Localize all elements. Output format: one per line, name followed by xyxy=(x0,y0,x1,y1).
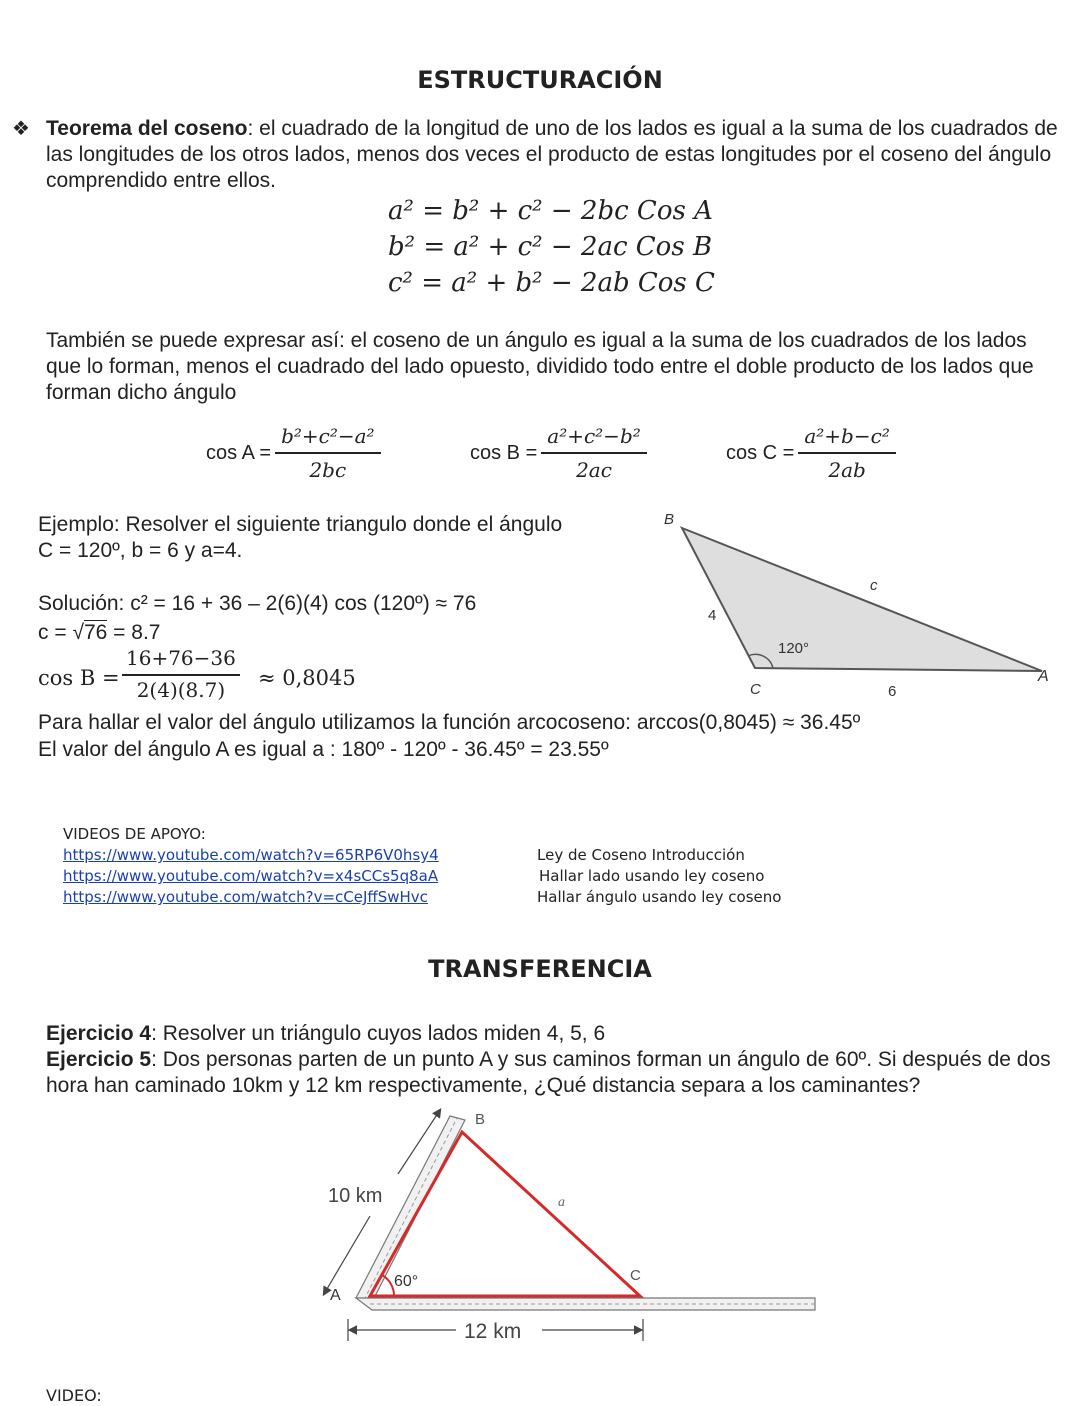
section-title-estructuracion: ESTRUCTURACIÓN xyxy=(417,66,663,94)
exercise-4-label: Ejercicio 4 xyxy=(46,1022,152,1045)
formula-a: a² = b² + c² − 2bc Cos A xyxy=(388,196,713,226)
angle-c-label: 120° xyxy=(778,640,810,657)
side-c-label: c xyxy=(870,577,878,594)
cos-c-fraction xyxy=(798,424,895,482)
cos-a-denominator: 2bc xyxy=(309,458,347,482)
theorem-text: : el cuadrado de la longitud de uno de los lados es igual a la suma de los cuadrados de las longitudes de los otros lados, menos dos veces el producto de estas longitudes por el coseno del ángulo comprendido entre ellos. xyxy=(46,117,1058,192)
cos-b-fraction xyxy=(541,424,647,482)
cos-b-example-denominator: 2(4)(8.7) xyxy=(136,678,226,702)
vertex-c-label: C xyxy=(750,681,761,698)
section-title-transferencia: TRANSFERENCIA xyxy=(428,955,652,983)
video-link-3[interactable]: https://www.youtube.com/watch?v=cCeJffSwHvc xyxy=(63,888,428,906)
cos-c-label: cos C = xyxy=(726,441,795,464)
side-a-label: 4 xyxy=(708,607,717,624)
vertex-a-label: A xyxy=(1038,668,1049,685)
sqrt-icon: √ xyxy=(72,621,84,644)
cos-b-example-label: cos B = xyxy=(38,666,120,690)
exercise-4-text: : Resolver un triángulo cuyos lados miden 4, 5, 6 xyxy=(151,1022,606,1045)
cos-b-example-numerator: 16+76−36 xyxy=(122,646,240,676)
theorem-term: Teorema del coseno xyxy=(46,117,248,140)
cos-c-denominator: 2ab xyxy=(828,458,866,482)
cos-b-example-result: ≈ 0,8045 xyxy=(258,666,356,690)
angle-a-line: El valor del ángulo A es igual a : 180º - 120º - 36.45º = 23.55º xyxy=(38,738,609,761)
example-line-1: Ejemplo: Resolver el siguiente triangulo donde el ángulo xyxy=(38,513,563,536)
side-a-label-2: a xyxy=(558,1195,565,1210)
cos-a-formula xyxy=(206,424,381,482)
exercise-4 xyxy=(46,1021,1070,1047)
cos-b-numerator: a²+c²−b² xyxy=(541,424,647,454)
cos-a-fraction xyxy=(275,424,381,482)
video-desc-3: Hallar ángulo usando ley coseno xyxy=(537,888,782,906)
bullet-icon: ❖ xyxy=(12,118,30,140)
distance-10km-label: 10 km xyxy=(328,1185,383,1207)
angle-60-label: 60° xyxy=(394,1273,419,1290)
vertex-b-label: B xyxy=(664,511,675,528)
example-line-2: C = 120º, b = 6 y a=4. xyxy=(38,539,243,562)
exercise-5-label: Ejercicio 5 xyxy=(46,1048,152,1071)
arccos-line: Para hallar el valor del ángulo utilizamos la función arcocoseno: arccos(0,8045) ≈ 36.45º xyxy=(38,711,861,734)
video-link-1[interactable]: https://www.youtube.com/watch?v=65RP6V0hsy4 xyxy=(63,846,439,864)
videos-heading: VIDEOS DE APOYO: xyxy=(63,825,206,843)
cos-a-label: cos A = xyxy=(206,441,272,464)
solution-line-1: Solución: c² = 16 + 36 – 2(6)(4) cos (120º) ≈ 76 xyxy=(38,592,477,615)
exercise-5 xyxy=(46,1047,1070,1099)
footer-video-heading: VIDEO: xyxy=(46,1386,102,1405)
cos-b-label: cos B = xyxy=(470,441,538,464)
walkers-triangle-figure xyxy=(310,1104,830,1356)
vertex-c-label-2: C xyxy=(630,1267,641,1284)
example-triangle-figure xyxy=(650,508,1060,708)
cos-b-denominator: 2ac xyxy=(576,458,612,482)
solution-c-value: = 8.7 xyxy=(107,621,161,644)
formula-c: c² = a² + b² − 2ab Cos C xyxy=(388,268,715,298)
also-paragraph: También se puede expresar así: el coseno de un ángulo es igual a la suma de los cuadrados de los lados que lo forman, menos el cuadrado del lado opuesto, dividido todo entre el doble producto de los lados que forman dicho ángulo xyxy=(46,329,1034,404)
cos-b-formula xyxy=(470,424,647,482)
cos-c-numerator: a²+b−c² xyxy=(798,424,895,454)
exercise-5-text: : Dos personas parten de un punto A y sus caminos forman un ángulo de 60º. Si después de dos hora han caminado 10km y 12 km respectivamente, ¿Qué distancia separa a los caminantes? xyxy=(46,1048,1051,1097)
formula-b: b² = a² + c² − 2ac Cos B xyxy=(388,232,713,262)
vertex-a-label-2: A xyxy=(330,1287,341,1304)
example-triangle xyxy=(682,528,1042,671)
road-strip-bottom xyxy=(356,1298,815,1310)
solution-line-2 xyxy=(38,620,160,646)
solution-root-value: 76 xyxy=(83,621,108,644)
side-b-label: 6 xyxy=(888,683,897,700)
cos-c-formula xyxy=(726,424,896,482)
vertex-b-label-2: B xyxy=(475,1111,486,1128)
cos-a-numerator: b²+c²−a² xyxy=(275,424,381,454)
distance-12km-label: 12 km xyxy=(464,1320,522,1343)
cos-b-example-fraction xyxy=(122,646,240,702)
video-desc-2: Hallar lado usando ley coseno xyxy=(539,867,765,885)
dimension-arrow-10km-down xyxy=(324,1216,370,1294)
solution-c-prefix: c = xyxy=(38,621,73,644)
theorem-paragraph xyxy=(12,116,1066,194)
video-link-2[interactable]: https://www.youtube.com/watch?v=x4sCCs5q8aA xyxy=(63,867,439,885)
video-desc-1: Ley de Coseno Introducción xyxy=(537,846,745,864)
